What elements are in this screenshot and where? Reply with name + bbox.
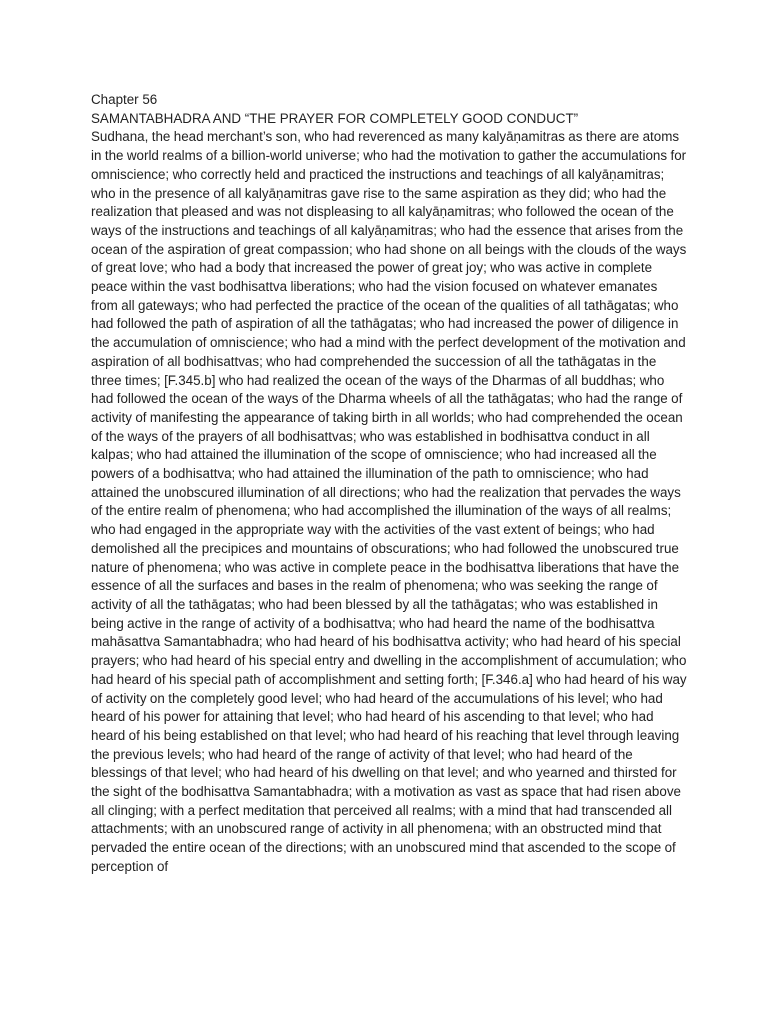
body-paragraph: Sudhana, the head merchant’s son, who had reverenced as many kalyāṇamitras as there are atoms in the world realms of a billion-world universe; who had the motivation to gather the accumulations for omniscience; who correctly held and practiced the instructions and teachings of all kalyāṇamitras; who in the presence of all kalyāṇamitras gave rise to the same aspiration as they did; who had the realization that pleased and was not displeasing to all kalyāṇamitras; who followed the ocean of the ways of the instructions and teachings of all kalyāṇamitras; who had the essence that arises from the ocean of the aspiration of great compassion; who had shone on all beings with the clouds of the ways of great love; who had a body that increased the power of great joy; who was active in complete peace within the vast bodhisattva liberations; who had the vision focused on whatever emanates from all gateways; who had perfected the practice of the ocean of the qualities of all tathāgatas; who had followed the path of aspiration of all the tathāgatas; who had increased the power of diligence in the accumulation of omniscience; who had a mind with the perfect development of the motivation and aspiration of all bodhisattvas; who had comprehended the succession of all the tathāgatas in the three times; [F.345.b] who had realized the ocean of the ways of the Dharmas of all buddhas; who had followed the ocean of the ways of the Dharma wheels of all the tathāgatas; who had the range of activity of manifesting the appearance of taking birth in all worlds; who had comprehended the ocean of the ways of the prayers of all bodhisattvas; who was established in bodhisattva conduct in all kalpas; who had attained the illumination of the scope of omniscience; who had increased all the powers of a bodhisattva; who had attained the illumination of the path to omniscience; who had attained the unobscured illumination of all directions; who had the realization that pervades the ways of the entire realm of phenomena; who had accomplished the illumination of the ways of all realms; who had engaged in the appropriate way with the activities of the vast extent of beings; who had demolished all the precipices and mountains of obscurations; who had followed the unobscured true nature of phenomena; who was active in complete peace in the bodhisattva liberations that have the essence of all the surfaces and bases in the realm of phenomena; who was seeking the range of activity of all the tathāgatas; who had been blessed by all the tathāgatas; who was established in being active in the range of activity of a bodhisattva; who had heard the name of the bodhisattva mahāsattva Samantabhadra; who had heard of his bodhisattva activity; who had heard of his special prayers; who had heard of his special entry and dwelling in the accomplishment of accumulation; who had heard of his special path of accomplishment and setting forth; [F.346.a] who had heard of his way of activity on the completely good level; who had heard of the accumulations of his level; who had heard of his power for attaining that level; who had heard of his ascending to that level; who had heard of his being established on that level; who had heard of his reaching that level through leaving the previous levels; who had heard of the range of activity of that level; who had heard of the blessings of that level; who had heard of his dwelling on that level; and who yearned and thirsted for the sight of the bodhisattva Samantabhadra; with a motivation as vast as space that had risen above all clinging; with a perfect meditation that perceived all realms; with a mind that had transcended all attachments; with an unobscured range of activity in all phenomena; with an obstructed mind that pervaded the entire ocean of the directions; with an unobscured mind that ascended to the scope of perception of <box>91 129 687 874</box>
chapter-label: Chapter 56 <box>91 92 158 107</box>
chapter-title: SAMANTABHADRA AND “THE PRAYER FOR COMPLETELY GOOD CONDUCT” <box>91 110 579 126</box>
document-page <box>91 91 687 877</box>
